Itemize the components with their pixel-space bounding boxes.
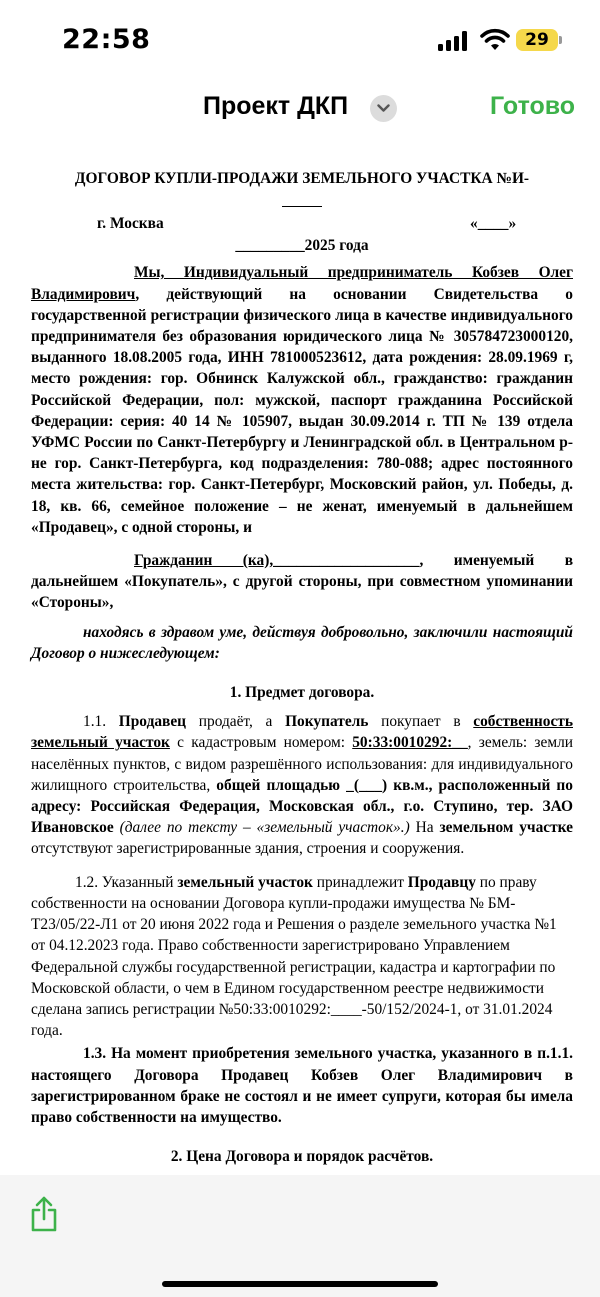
document-title[interactable]: Проект ДКП: [203, 92, 349, 120]
clause-1-1: [31, 711, 573, 859]
plot-definition: (далее по тексту – «земельный участок».): [113, 819, 410, 837]
term-plot: земельный участок: [177, 873, 313, 891]
clause-text: по праву собственности на основании Договора купли-продажи имущества № БМ-Т23/05/22-Л1 от 20 июня 2022 года и Решения о разделе земельного участка №1 от 04.12.2023 года. Право собственности зарегистрировано Управлением Федеральной службы государственной регистрации, кадастра и картографии по Московской области, о чем в Едином государственном реестре недвижимости сделана запись регистрации №50:33:0010292:____-50/152/2024-1, от 31.01.2024 года.: [31, 873, 557, 1040]
section-1-heading: 1. Предмет договора.: [229, 684, 375, 702]
term-seller: Продавцу: [407, 873, 476, 891]
status-bar: [0, 0, 600, 80]
buyer-name: Гражданин (ка),___________________: [134, 552, 420, 570]
seller-name: Мы, Индивидуальный предприниматель Кобзев Олег Владимирович: [31, 264, 573, 303]
intro-paragraph: находясь в здравом уме, действуя добровольно, заключили настоящий Договор о нижеследующем:: [31, 623, 573, 662]
contract-year: _________2025 года: [235, 237, 369, 255]
seller-paragraph: [31, 262, 573, 538]
contract-title: ДОГОВОР КУПЛИ-ПРОДАЖИ ЗЕМЕЛЬНОГО УЧАСТКА №И-: [74, 170, 530, 187]
clause-1-2: [31, 872, 573, 1042]
cellular-signal-icon: [438, 31, 468, 51]
clause-text: , земель: земли населённых пунктов, с видом разрешённого использования: для индивидуального жилищного строительства,: [31, 734, 573, 794]
clause-number: 1.1.: [83, 713, 119, 731]
plot-area-address: общей площадью _(___) кв.м., расположенный по адресу: Российская Федерация, Московская обл., г.о. Ступино, тер. ЗАО Ивановское: [31, 776, 573, 837]
status-time: 22:58: [62, 24, 151, 55]
title-number-blank: [282, 189, 322, 207]
place-date-row: [31, 213, 573, 235]
term-plot: земельном участке: [439, 819, 573, 837]
battery-tip: [559, 36, 562, 44]
buyer-details: , именуемый в дальнейшем «Покупатель», с другой стороны, при совместном упоминании «Стороны»,: [31, 552, 574, 612]
clause-text: покупает в: [368, 713, 474, 731]
term-buyer: Покупатель: [285, 713, 369, 731]
contract-city: г. Москва: [97, 215, 164, 233]
done-button[interactable]: Готово: [490, 92, 576, 120]
clause-text: продаёт, а: [186, 713, 286, 731]
contract-day: «____»: [470, 215, 517, 233]
seller-details: , действующий на основании Свидетельства о государственной регистрации физического лица в качестве индивидуального предпринимателя без образования юридического лица № 305784723000120, выданного 18.08.2005 года, ИНН 781000523612, дата рождения: 28.09.1969 г, место рождения: гор. Обнинск Калужской обл., гражданство: гражданин Российской Федерации, пол: мужской, паспорт гражданина Российской Федерации: серия: 40 14 № 105907, выдан 30.09.2014 г. ТП № 139 отдела УФМС России по Санкт-Петербургу и Ленинградской обл. в Центральном р-не гор. Санкт-Петербурга, код подразделения: 780-088; адрес постоянного места жительства: гор. Санкт-Петербург, Московский район, ул. Победы, д. 18, кв. 66, семейное положение – не женат, именуемый в дальнейшем «Продавец», с одной стороны, и: [31, 285, 573, 536]
nav-bar: [0, 80, 600, 140]
clause-text: принадлежит: [312, 873, 408, 891]
clause-1-3: 1.3. На момент приобретения земельного участка, указанного в п.1.1. настоящего Договора Продавец Кобзев Олег Владимирович в зарегистрированном браке не состоял и не имеет супруги, которая бы имела право собственности на имущество.: [31, 1045, 573, 1126]
clause-text: с кадастровым номером:: [169, 734, 353, 752]
wifi-icon: [480, 28, 510, 52]
home-indicator[interactable]: [162, 1281, 438, 1287]
term-ownership: собственность земельный участок: [31, 713, 573, 752]
section-2-heading: 2. Цена Договора и порядок расчётов.: [170, 1148, 434, 1166]
title-menu-button[interactable]: [370, 95, 397, 122]
clause-text: На: [409, 819, 440, 837]
term-seller: Продавец: [118, 713, 187, 731]
battery-icon: 29: [516, 29, 558, 51]
clause-text: 1.2. Указанный: [75, 873, 178, 891]
clause-text: отсутствуют зарегистрированные здания, строения и сооружения.: [31, 840, 465, 858]
chevron-down-icon: [377, 104, 390, 113]
document-page[interactable]: [31, 160, 573, 1175]
bottom-toolbar: [0, 1175, 600, 1297]
cadastral-number: 50:33:0010292:__: [352, 734, 468, 752]
share-icon[interactable]: [28, 1195, 60, 1233]
buyer-paragraph: [31, 550, 573, 614]
